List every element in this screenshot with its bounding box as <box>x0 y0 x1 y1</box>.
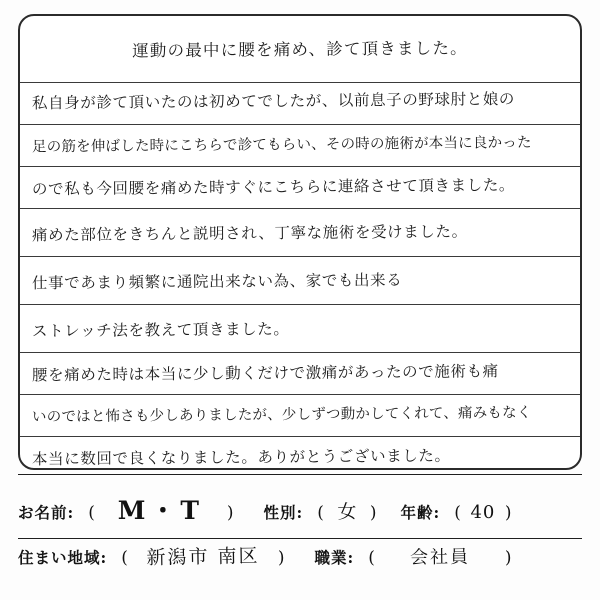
comment-line-3: 足の筋を伸ばした時にこちらで診てもらい、その時の施術が本当に良かった <box>31 134 532 156</box>
comment-line-2: 私自身が診て頂いたのは初めてでしたが、以前息子の野球肘と娘の <box>31 90 516 113</box>
sex-field[interactable] <box>317 497 376 524</box>
age-value: 40 <box>470 502 496 523</box>
name-field[interactable] <box>88 490 233 526</box>
area-field[interactable] <box>121 542 284 569</box>
sex-value: 女 <box>337 500 357 524</box>
sex-label: 性別: <box>263 503 304 522</box>
paren-open: ( <box>88 503 95 523</box>
paren-close: ) <box>504 503 512 523</box>
job-label: 職業: <box>314 548 355 567</box>
paren-close: ) <box>369 503 377 523</box>
area-value: 新潟市 南区 <box>146 545 260 569</box>
comment-line-10: 本当に数回で良くなりました。ありがとうございました。 <box>31 446 451 469</box>
paren-close: ) <box>504 548 512 568</box>
comment-line-6: 仕事であまり頻繁に通院出来ない為、家でも出来る <box>31 271 403 293</box>
paren-open: ( <box>317 503 324 523</box>
respondent-form <box>18 482 582 586</box>
rule-line <box>20 82 580 83</box>
paren-close: ) <box>226 503 234 523</box>
comment-line-4: ので私も今回腰を痛めた時すぐにこちらに連絡させて頂きました。 <box>31 176 516 199</box>
rule-line <box>20 352 580 353</box>
name-label: お名前: <box>18 503 75 522</box>
rule-line <box>20 256 580 257</box>
paren-open: ( <box>454 503 461 523</box>
form-row-area-job <box>18 542 582 569</box>
paren-open: ( <box>121 548 128 568</box>
comment-box <box>18 14 582 470</box>
job-field[interactable] <box>368 543 511 569</box>
area-label: 住まい地域: <box>18 548 108 567</box>
age-field[interactable] <box>454 502 511 523</box>
comment-line-8: 腰を痛めた時は本当に少し動くだけで激痛があったので施術も痛 <box>31 362 499 385</box>
job-value: 会社員 <box>409 546 471 569</box>
form-row-identity <box>18 490 582 526</box>
comment-line-5: 痛めた部位をきちんと説明され、丁寧な施術を受けました。 <box>31 222 468 245</box>
rule-line <box>20 124 580 125</box>
comment-line-9: いのではと怖さも少しありましたが、少しずつ動かしてくれて、痛みもなく <box>31 404 532 426</box>
paren-open: ( <box>368 548 375 568</box>
name-value: M・T <box>117 496 205 525</box>
form-divider-top <box>18 474 582 475</box>
comment-line-7: ストレッチ法を教えて頂きました。 <box>31 320 290 341</box>
comment-line-1: 運動の最中に腰を痛め、診て頂きました。 <box>132 38 468 61</box>
rule-line <box>20 436 580 437</box>
rule-line <box>20 208 580 209</box>
rule-line <box>20 394 580 395</box>
rule-line <box>20 304 580 305</box>
age-label: 年齢: <box>400 503 441 522</box>
rule-line <box>20 166 580 167</box>
paren-close: ) <box>277 548 285 568</box>
